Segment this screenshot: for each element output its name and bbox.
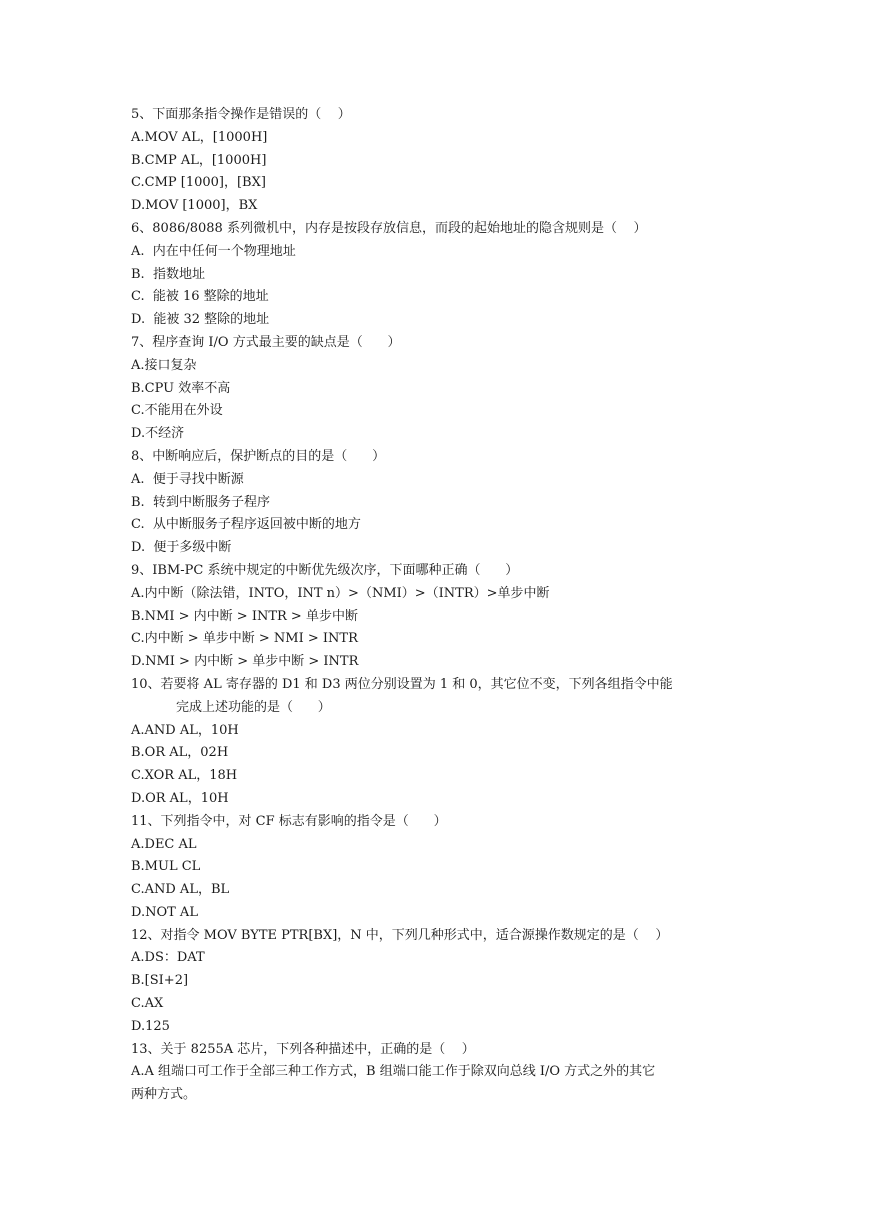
question-7-option-c: C.不能用在外设 [131, 403, 223, 419]
question-7-option-b: B.CPU 效率不高 [131, 380, 231, 396]
question-12-option-b: B.[SI+2] [131, 973, 189, 989]
question-10-option-c: C.XOR AL，18H [131, 768, 238, 784]
question-10-stem: 10、若要将 AL 寄存器的 D1 和 D3 两位分别设置为 1 和 0，其它位不变，下列各组指令中能 [131, 676, 673, 692]
question-9-option-c: C.内中断 > 单步中断 > NMI > INTR [131, 631, 358, 647]
question-6-option-d: D. 能被 32 整除的地址 [131, 312, 270, 328]
question-7-stem: 7、程序查询 I/O 方式最主要的缺点是（ ） [131, 334, 401, 350]
question-8-stem: 8、中断响应后，保护断点的目的是（ ） [131, 448, 386, 464]
question-12-option-c: C.AX [131, 996, 164, 1012]
question-10-stem-continued: 完成上述功能的是（ ） [176, 699, 331, 715]
question-13-option-a: A.A 组端口可工作于全部三种工作方式，B 组端口能工作于除双向总线 I/O 方式之外的其它 [131, 1064, 656, 1080]
question-8-option-d: D. 便于多级中断 [131, 540, 232, 556]
question-9-option-d: D.NMI > 内中断 > 单步中断 > INTR [131, 654, 359, 670]
question-5-option-b: B.CMP AL，[1000H] [131, 152, 267, 168]
question-12-stem: 12、对指令 MOV BYTE PTR[BX]，N 中，下列几种形式中，适合源操作数规定的是（ ） [131, 927, 669, 943]
question-8-option-b: B. 转到中断服务子程序 [131, 494, 270, 510]
question-13-option-a-continued: 两种方式。 [131, 1087, 197, 1103]
question-7-option-d: D.不经济 [131, 426, 185, 442]
question-5-stem: 5、下面那条指令操作是错误的（ ） [131, 107, 351, 122]
question-11-stem: 11、下列指令中，对 CF 标志有影响的指令是（ ） [131, 813, 447, 829]
question-12-option-a: A.DS：DAT [131, 950, 205, 966]
question-6-stem: 6、8086/8088 系列微机中，内存是按段存放信息，而段的起始地址的隐含规则是（ ） [131, 220, 647, 236]
question-9-option-a: A.内中断（除法错，INTO，INT n）>（NMI）>（INTR）>单步中断 [131, 585, 550, 601]
question-12-option-d: D.125 [131, 1018, 170, 1034]
question-10-option-a: A.AND AL，10H [131, 722, 239, 738]
question-7-option-a: A.接口复杂 [131, 357, 197, 373]
question-8-option-a: A. 便于寻找中断源 [131, 471, 244, 487]
question-6-option-c: C. 能被 16 整除的地址 [131, 289, 269, 305]
question-5-option-c: C.CMP [1000]，[BX] [131, 175, 266, 191]
question-11-option-b: B.MUL CL [131, 859, 201, 875]
question-11-option-d: D.NOT AL [131, 904, 198, 920]
question-document [131, 104, 751, 1107]
question-9-stem: 9、IBM-PC 系统中规定的中断优先级次序，下面哪种正确（ ） [131, 562, 519, 578]
question-5-option-a: A.MOV AL，[1000H] [131, 129, 268, 145]
question-10-option-d: D.OR AL，10H [131, 790, 229, 806]
question-11-option-c: C.AND AL，BL [131, 882, 230, 898]
question-6-option-b: B. 指数地址 [131, 266, 205, 282]
question-13-stem: 13、关于 8255A 芯片，下列各种描述中，正确的是（ ） [131, 1041, 475, 1057]
question-8-option-c: C. 从中断服务子程序返回被中断的地方 [131, 517, 361, 533]
question-6-option-a: A. 内在中任何一个物理地址 [131, 243, 296, 259]
question-11-option-a: A.DEC AL [131, 836, 197, 852]
question-10-option-b: B.OR AL，02H [131, 745, 229, 761]
question-9-option-b: B.NMI > 内中断 > INTR > 单步中断 [131, 608, 358, 624]
question-5-option-d: D.MOV [1000]，BX [131, 198, 258, 214]
